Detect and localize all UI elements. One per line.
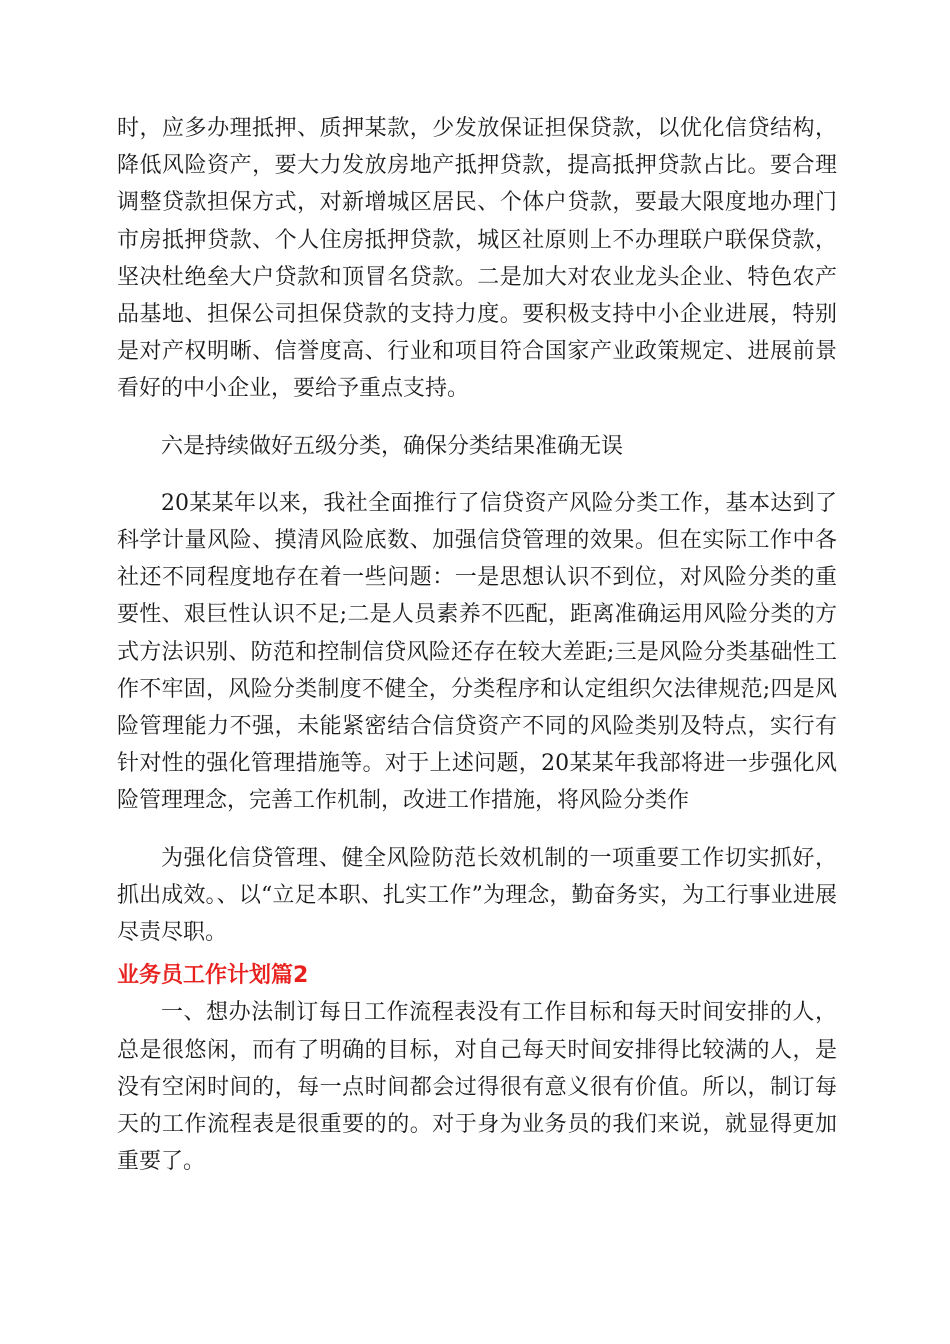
document-body bbox=[117, 110, 837, 1180]
paragraph-conclusion: 为强化信贷管理、健全风险防范长效机制的一项重要工作切实抓好，抓出成效。、以“立足本职、扎实工作”为理念，勤奋务实，为工行事业进展尽责尽职。 bbox=[117, 845, 837, 946]
paragraph-work-schedule: 一、想办法制订每日工作流程表没有工作目标和每天时间安排的人，总是很悠闲，而有了明确的目标，对自己每天时间安排得比较满的人，是没有空闲时间的，每一点时间都会过得很有意义很有价值。所以，制订每天的工作流程表是很重要的的。对于身为业务员的我们来说，就显得更加重要了。 bbox=[117, 1000, 837, 1175]
section-heading: 业务员工作计划篇2 bbox=[117, 963, 309, 989]
paragraph-risk-classification: 20某某年以来，我社全面推行了信贷资产风险分类工作，基本达到了科学计量风险、摸清风险底数、加强信贷管理的效果。但在实际工作中各社还不同程度地存在着一些问题：一是思想认识不到位，对风险分类的重要性、艰巨性认识不足;二是人员素养不匹配，距离准确运用风险分类的方式方法识别、防范和控制信贷风险还存在较大差距;三是风险分类基础性工作不牢固，风险分类制度不健全，分类程序和认定组织欠法律规范;四是风险管理能力不强，未能紧密结合信贷资产不同的风险类别及特点，实行有针对性的强化管理措施等。对于上述问题，20某某年我部将进一步强化风险管理理念，完善工作机制，改进工作措施，将风险分类作 bbox=[117, 490, 837, 814]
section-title-six: 六是持续做好五级分类，确保分类结果准确无误 bbox=[161, 433, 624, 459]
paragraph-continuation: 时，应多办理抵押、质押某款，少发放保证担保贷款，以优化信贷结构，降低风险资产，要大力发放房地产抵押贷款，提高抵押贷款占比。要合理调整贷款担保方式，对新增城区居民、个体户贷款，要最大限度地办理门市房抵押贷款、个人住房抵押贷款，城区社原则上不办理联户联保贷款，坚决杜绝垒大户贷款和顶冒名贷款。二是加大对农业龙头企业、特色农产品基地、担保公司担保贷款的支持力度。要积极支持中小企业进展，特别是对产权明晰、信誉度高、行业和项目符合国家产业政策规定、进展前景看好的中小企业，要给予重点支持。 bbox=[117, 116, 837, 402]
